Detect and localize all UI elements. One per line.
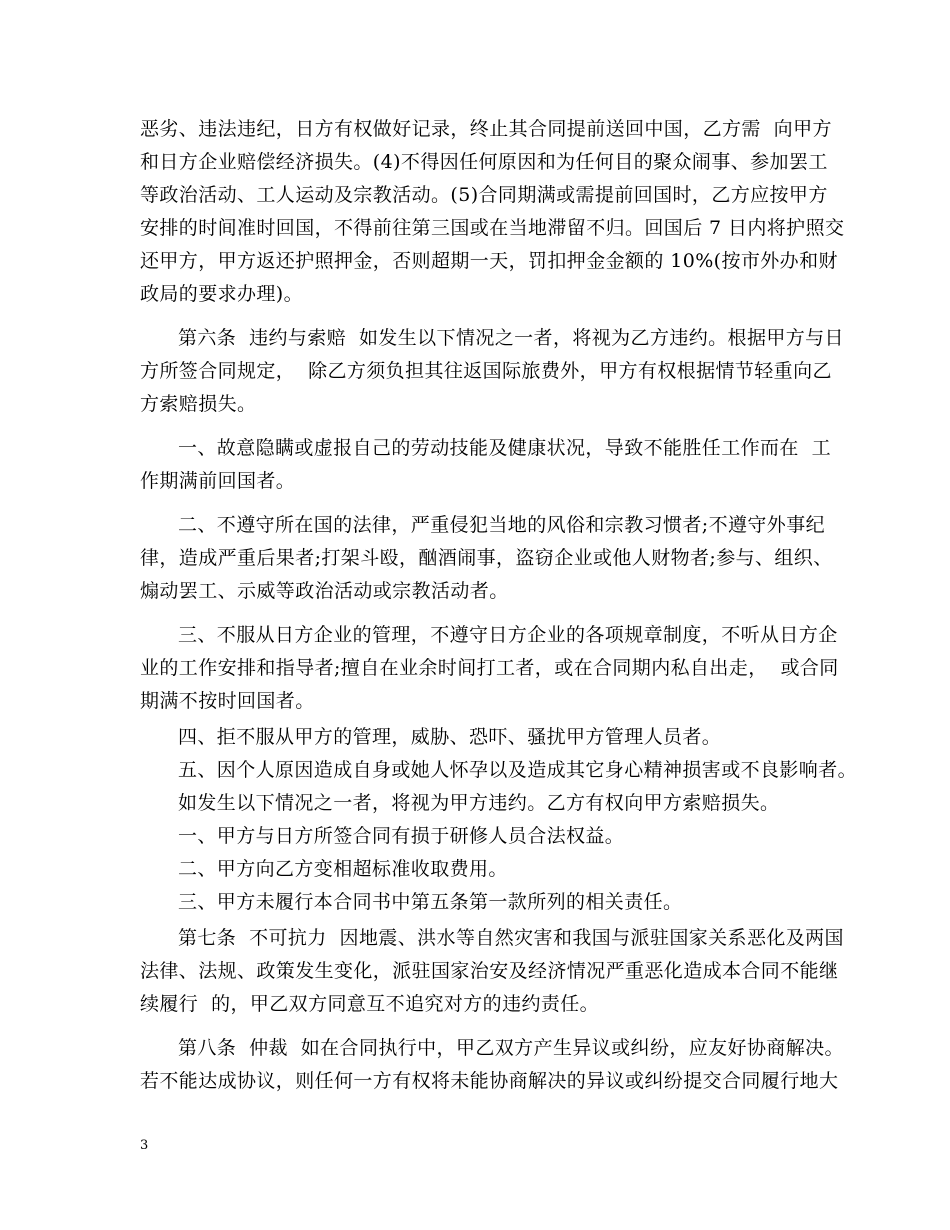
- text-line: 五、因个人原因造成自身或她人怀孕以及造成其它身心精神损害或不良影响者。: [178, 759, 858, 781]
- text-line: 三、不服从日方企业的管理，不遵守日方企业的各项规章制度，不听从日方企: [178, 624, 838, 646]
- text-line: 一、甲方与日方所签合同有损于研修人员合法权益。: [178, 825, 625, 847]
- text-line: 安排的时间准时回国，不得前往第三国或在当地滞留不归。回国后 7 日内将护照交: [140, 217, 845, 239]
- text-line: 方所签合同规定， 除乙方须负担其往返国际旅费外，甲方有权根据情节轻重向乙: [140, 360, 832, 382]
- text-line: 二、不遵守所在国的法律，严重侵犯当地的风俗和宗教习惯者;不遵守外事纪: [178, 514, 826, 536]
- text-line: 律，造成严重后果者;打架斗殴，酗酒闹事，盗窃企业或他人财物者;参与、组织、: [140, 547, 833, 569]
- text-line: 等政治活动、工人运动及宗教活动。(5)合同期满或需提前回国时，乙方应按甲方: [140, 184, 828, 206]
- text-line: 和日方企业赔偿经济损失。(4)不得因任何原因和为任何目的聚众闹事、参加罢工: [140, 151, 828, 173]
- text-line: 四、拒不服从甲方的管理，威胁、恐吓、骚扰甲方管理人员者。: [178, 726, 722, 748]
- text-line: 若不能达成协议，则任何一方有权将未能协商解决的异议或纠纷提交合同履行地大: [140, 1070, 839, 1092]
- text-line: 二、甲方向乙方变相超标准收取费用。: [178, 858, 508, 880]
- text-line: 一、故意隐瞒或虚报自己的劳动技能及健康状况，导致不能胜任工作而在 工: [178, 437, 832, 459]
- text-line: 第八条 仲裁 如在合同执行中，甲乙双方产生异议或纠纷，应友好协商解决。: [178, 1037, 844, 1059]
- text-line: 三、甲方未履行本合同书中第五条第一款所列的相关责任。: [178, 891, 683, 913]
- text-line: 业的工作安排和指导者;擅自在业余时间打工者，或在合同期内私自出走， 或合同: [140, 657, 839, 679]
- text-line: 第六条 违约与索赔 如发生以下情况之一者，将视为乙方违约。根据甲方与日: [178, 327, 844, 349]
- text-line: 第七条 不可抗力 因地震、洪水等自然灾害和我国与派驻国家关系恶化及两国: [178, 927, 844, 949]
- text-line: 还甲方，甲方返还护照押金，否则超期一天，罚扣押金金额的 10%(按市外办和财: [140, 250, 838, 272]
- text-line: 政局的要求办理)。: [140, 283, 304, 305]
- text-line: 煽动罢工、示威等政治活动或宗教活动者。: [140, 580, 509, 602]
- text-line: 续履行 的，甲乙双方同意互不追究对方的违约责任。: [140, 993, 600, 1015]
- text-line: 方索赔损失。: [140, 393, 257, 415]
- text-line: 作期满前回国者。: [140, 470, 296, 492]
- text-line: 如发生以下情况之一者，将视为甲方违约。乙方有权向甲方索赔损失。: [178, 792, 780, 814]
- page-number: 3: [140, 1138, 149, 1153]
- text-line: 恶劣、违法违纪，日方有权做好记录，终止其合同提前送回中国，乙方需 向甲方: [140, 118, 832, 140]
- text-line: 法律、法规、政策发生变化，派驻国家治安及经济情况严重恶化造成本合同不能继: [140, 960, 839, 982]
- text-line: 期满不按时回国者。: [140, 690, 315, 712]
